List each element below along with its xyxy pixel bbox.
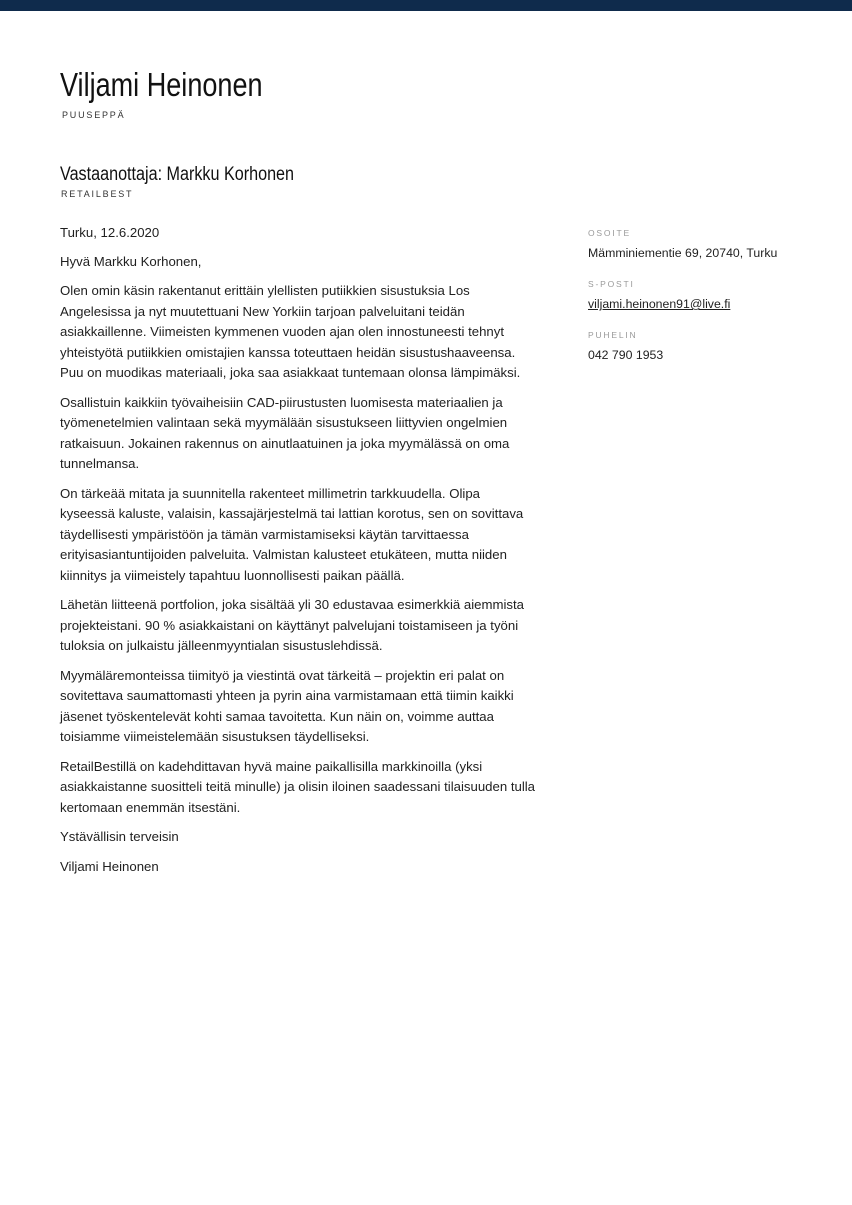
phone-label: PUHELIN (588, 330, 638, 340)
applicant-job-title: PUUSEPPÄ (62, 110, 126, 120)
letter-paragraph: Osallistuin kaikkiin työvaiheisiin CAD-piirustusten luomisesta materiaalien ja työmenetelmien valintaan sekä myymälään sisustukseen liittyvien ongelmien ratkaisuun. Jokainen rakennus on ainutlaatuinen ja joka myymälässä on oma tunnelmansa. (60, 394, 510, 471)
recipient-line: Vastaanottaja: Markku Korhonen (60, 164, 295, 185)
letter-paragraph: RetailBestillä on kadehdittavan hyvä maine paikallisilla markkinoilla (yksi asiakkaistanne suositteli teitä minulle) ja olisin iloinen saadessani tilaisuuden tulla kertomaan enemmän itsestäni. (60, 758, 536, 815)
phone-value: 042 790 1953 (588, 348, 664, 362)
email-label: S-POSTI (588, 279, 635, 289)
letter-paragraph: On tärkeää mitata ja suunnitella rakenteet millimetrin tarkkuudella. Olipa kyseessä kaluste, valaisin, kassajärjestelmä tai lattian korotus, sen on sovittava täydellisesti ympäristöön ja tämän varmistamiseksi käytän tarvittaessa erityisasiantuntijoiden palveluita. Valmistan kalusteet etukäteen, mutta niiden kiinnitys ja viimeistely tapahtuu luonnollisesti paikan päällä. (60, 485, 524, 583)
address-value: Mämminiementie 69, 20740, Turku (588, 246, 778, 260)
applicant-name: Viljami Heinonen (60, 66, 263, 103)
letter-date: Turku, 12.6.2020 (60, 225, 160, 240)
address-label: OSOITE (588, 228, 631, 238)
letter-paragraph: Myymäläremonteissa tiimityö ja viestintä ovat tärkeitä – projektin eri palat on sovitettava saumattomasti yhteen ja pyrin aina varmistamaan että tiimin kaikki jäsenet työskentelevät kohti samaa tavoitetta. Kun näin on, voimme auttaa toisiamme viimeistelemään sisustuksen täydelliseksi. (60, 667, 514, 744)
letter-paragraph: Lähetän liitteenä portfolion, joka sisältää yli 30 edustavaa esimerkkiä aiemmista projekteistani. 90 % asiakkaistani on käyttänyt palvelujani toistamiseen ja työni tuloksia on julkaistu jälleenmyyntialan sisustuslehdissä. (60, 597, 525, 653)
letter-signature: Viljami Heinonen (60, 858, 159, 874)
letter-greeting: Hyvä Markku Korhonen, (60, 253, 202, 269)
letter-closing: Ystävällisin terveisin (60, 829, 179, 844)
letter-body (60, 223, 538, 886)
contact-sidebar (588, 227, 828, 380)
letter-paragraph: Olen omin käsin rakentanut erittäin ylellisten putiikkien sisustuksia Los Angelesissa ja nyt muutettuani New Yorkiin tarjoan palveluitani teidän asiakkaillenne. Viimeisten kymmenen vuoden ajan olen innostuneesti tehnyt yhteistyötä putiikkien omistajien kanssa toteuttaen heidän sisustushaaveensa. Puu on muodikas materiaali, joka saa asiakkaat tuntemaan olonsa lämpimäksi. (60, 283, 521, 380)
email-link[interactable]: viljami.heinonen91@live.fi (588, 297, 731, 311)
top-accent-bar (0, 0, 852, 11)
recipient-company: RETAILBEST (61, 189, 134, 199)
